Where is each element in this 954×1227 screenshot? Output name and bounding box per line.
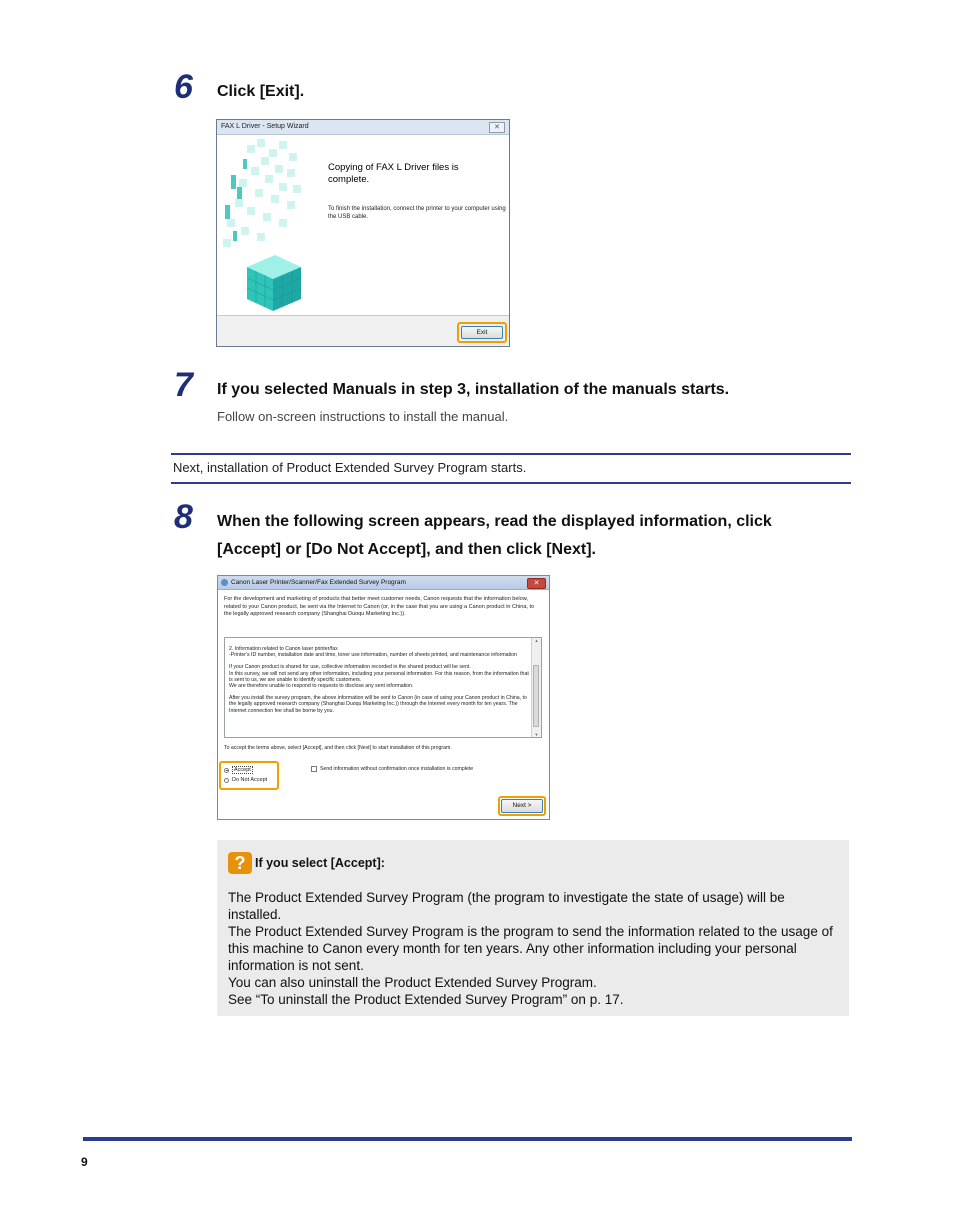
note-line: See “To uninstall the Product Extended Survey Program” on p. 17. xyxy=(228,992,624,1007)
radio-unselected-icon[interactable] xyxy=(224,778,229,783)
close-icon[interactable]: ✕ xyxy=(527,578,546,589)
dialog-title: Canon Laser Printer/Scanner/Fax Extended Survey Program xyxy=(231,579,406,586)
terms-line: If your Canon product is shared for use, collective information recorded in the shared product will be sent. xyxy=(229,664,471,671)
next-button[interactable]: Next > xyxy=(501,799,543,813)
note-line: The Product Extended Survey Program is the program to send the information related to the usage of this machine to Canon every month for ten years. Any other information including your personal information is not sent. xyxy=(228,924,833,973)
checkbox-icon[interactable] xyxy=(311,766,317,772)
banner-top-rule xyxy=(171,453,851,455)
app-icon xyxy=(221,579,228,586)
terms-line: We are therefore unable to respond to requests to disclose any sent information. xyxy=(229,683,414,690)
do-not-accept-label: Do Not Accept xyxy=(232,777,268,783)
exit-button[interactable]: Exit xyxy=(461,326,503,339)
survey-program-dialog xyxy=(217,575,550,820)
terms-line: -Printer's ID number, installation date and time, toner use information, number of sheets printed, and maintenance information xyxy=(229,652,517,659)
dialog-titlebar xyxy=(217,120,509,135)
terms-line: After you install the survey program, the above information will be sent to Canon (in case of using your Canon product in China, to the legally approved research company (Shanghai Duoqu Marketing Inc.)) through the Internet every month for ten years. The Internet connection fee shall be borne by you. xyxy=(229,695,527,714)
step-7-title: If you selected Manuals in step 3, installation of the manuals starts. xyxy=(217,381,730,398)
scrollbar-thumb[interactable] xyxy=(533,665,539,727)
checkbox-label: Send information without confirmation once installation is complete xyxy=(320,766,474,772)
scroll-up-arrow-icon[interactable]: ▲ xyxy=(534,638,539,643)
step-6-title: Click [Exit]. xyxy=(217,83,305,100)
dialog-message: To finish the installation, connect the printer to your computer using the USB cable. xyxy=(328,206,506,220)
dialog-heading: Copying of FAX L Driver files is complete. xyxy=(328,162,459,185)
send-without-confirmation-option[interactable] xyxy=(311,766,473,772)
page-number: 9 xyxy=(81,1155,88,1169)
step-number-8: 8 xyxy=(174,498,193,536)
step-number-6: 6 xyxy=(174,68,193,106)
accept-instruction: To accept the terms above, select [Accept], and then click [Next] to start installation of this program. xyxy=(224,745,452,751)
step-8-title-line1: When the following screen appears, read the displayed information, click xyxy=(217,513,772,530)
note-title: If you select [Accept]: xyxy=(255,856,385,870)
note-line: You can also uninstall the Product Extended Survey Program. xyxy=(228,975,597,990)
banner-text: Next, installation of Product Extended Survey Program starts. xyxy=(173,460,527,475)
installer-cube-graphic xyxy=(217,135,309,315)
survey-intro: For the development and marketing of products that better meet customer needs, Canon requests that the information below, related to your Canon product, be sent via the Internet to Canon (or, in the case that you are using a Canon product in China, to the legally approved research company (Shanghai Duoqu Marketing Inc.)). xyxy=(224,596,535,617)
note-body xyxy=(228,889,840,1008)
terms-line: In this survey, we will not send any other information, including your personal information. For this reason, from the information that is sent to us, we are unable to identify specific customers. xyxy=(229,670,529,683)
dialog-titlebar xyxy=(218,576,549,590)
note-line: The Product Extended Survey Program (the program to investigate the state of usage) will be installed. xyxy=(228,890,785,922)
dialog-title: FAX L Driver - Setup Wizard xyxy=(221,123,309,130)
accept-radio-option[interactable] xyxy=(224,766,253,774)
do-not-accept-radio-option[interactable] xyxy=(224,777,267,783)
terms-scroll-area[interactable] xyxy=(224,637,542,738)
question-icon: ? xyxy=(228,852,252,874)
vertical-scrollbar[interactable] xyxy=(531,638,541,737)
setup-wizard-dialog xyxy=(216,119,510,347)
terms-text xyxy=(229,646,529,714)
step-8-title-line2: [Accept] or [Do Not Accept], and then click [Next]. xyxy=(217,541,596,558)
banner-bottom-rule xyxy=(171,482,851,484)
radio-selected-icon[interactable] xyxy=(224,768,229,773)
step-number-7: 7 xyxy=(174,366,193,404)
close-icon[interactable]: ✕ xyxy=(489,122,505,133)
accept-label: Accept xyxy=(234,767,251,773)
dialog-body xyxy=(217,135,509,316)
step-7-subtext: Follow on-screen instructions to install the manual. xyxy=(217,409,509,424)
accept-note-box xyxy=(217,840,849,1016)
footer-rule xyxy=(83,1137,852,1141)
terms-line: 2. Information related to Canon laser printer/fax xyxy=(229,646,338,652)
scroll-down-arrow-icon[interactable]: ▼ xyxy=(534,732,539,737)
